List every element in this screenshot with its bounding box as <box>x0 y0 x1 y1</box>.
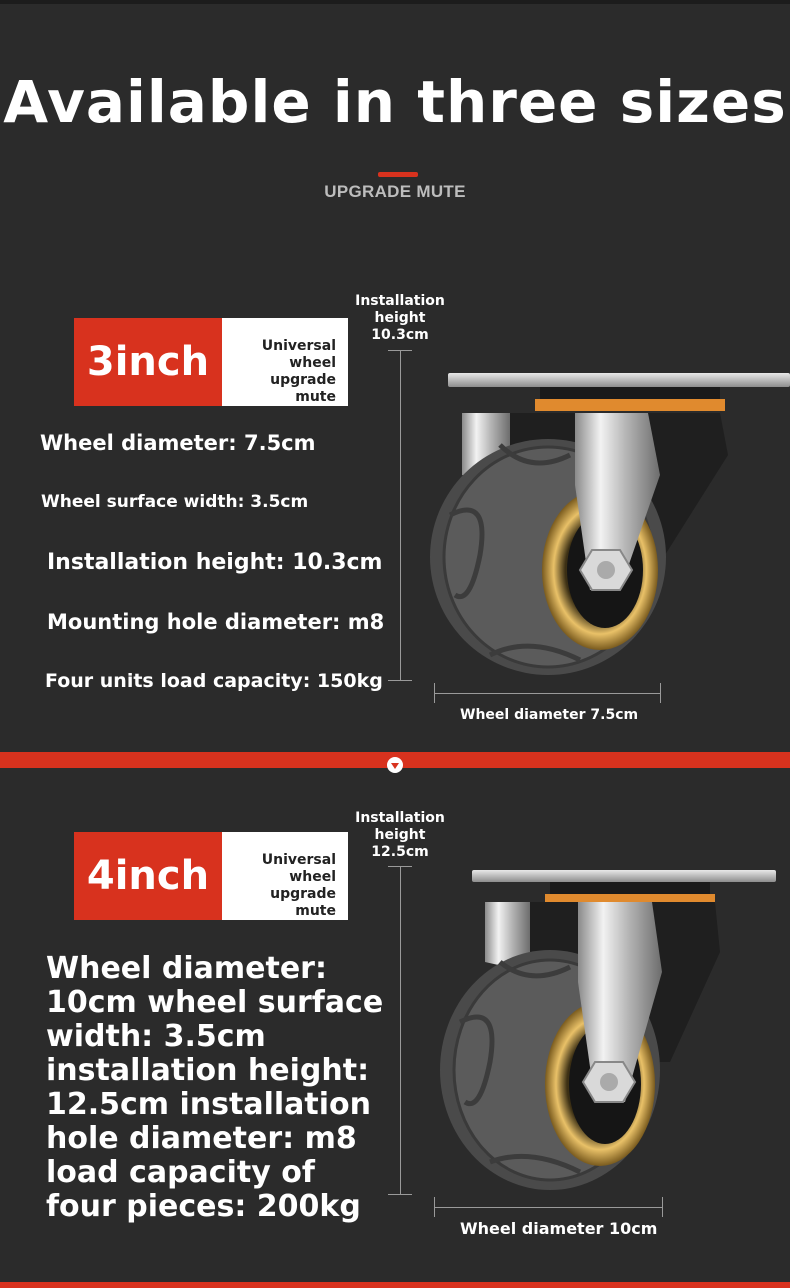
badge-line: wheel <box>289 355 336 371</box>
label-line: height <box>374 310 426 326</box>
wheel-diameter-label: Wheel diameter 10cm <box>460 1219 658 1238</box>
bottom-border <box>0 1282 790 1288</box>
installation-height-label <box>340 293 460 344</box>
dimension-tick <box>662 1197 663 1217</box>
spec-line: Mounting hole diameter: m8 <box>47 610 385 634</box>
size-label: 3inch <box>74 318 222 406</box>
label-line: 10.3cm <box>371 327 429 343</box>
top-border <box>0 0 790 4</box>
wheel-dimension-line <box>434 1207 662 1208</box>
badge-line: wheel <box>289 869 336 885</box>
page-subtitle: UPGRADE MUTE <box>324 182 466 201</box>
caster-wheel-icon <box>420 365 790 685</box>
dimension-tick <box>388 680 412 681</box>
spec-line: Four units load capacity: 150kg <box>45 670 383 692</box>
dimension-tick <box>660 683 661 703</box>
dimension-tick <box>434 1197 435 1217</box>
badge-line: Universal <box>261 852 336 868</box>
badge-line: Universal <box>261 338 336 354</box>
height-dimension-line <box>400 350 401 680</box>
badge-line: upgrade mute <box>270 372 336 405</box>
spec-line: Wheel diameter: 7.5cm <box>40 431 316 455</box>
caster-wheel-icon <box>430 862 780 1194</box>
label-line: 12.5cm <box>371 844 429 860</box>
installation-height-label <box>340 810 460 861</box>
label-line: Installation <box>355 293 445 309</box>
dimension-tick <box>388 866 412 867</box>
spec-paragraph: Wheel diameter: 10cm wheel surface width: 3.5cm installation height: 12.5cm installation hole diameter: m8 load capacity of four pieces: 200kg <box>46 951 384 1224</box>
badge-line: upgrade mute <box>270 886 336 919</box>
dimension-tick <box>434 683 435 703</box>
label-line: Installation <box>355 810 445 826</box>
chevron-down-icon <box>387 757 403 773</box>
size-badge <box>74 832 348 920</box>
page-title: Available in three sizes <box>3 68 787 136</box>
dimension-tick <box>388 350 412 351</box>
wheel-diameter-label: Wheel diameter 7.5cm <box>460 707 639 723</box>
size-badge <box>74 318 348 406</box>
spec-line: Wheel surface width: 3.5cm <box>41 492 309 512</box>
height-dimension-line <box>400 866 401 1194</box>
wheel-dimension-line <box>434 693 660 694</box>
accent-bar <box>378 172 418 177</box>
badge-text <box>222 318 348 406</box>
spec-line: Installation height: 10.3cm <box>47 550 383 575</box>
badge-text <box>222 832 348 920</box>
dimension-tick <box>388 1194 412 1195</box>
label-line: height <box>374 827 426 843</box>
size-label: 4inch <box>74 832 222 920</box>
